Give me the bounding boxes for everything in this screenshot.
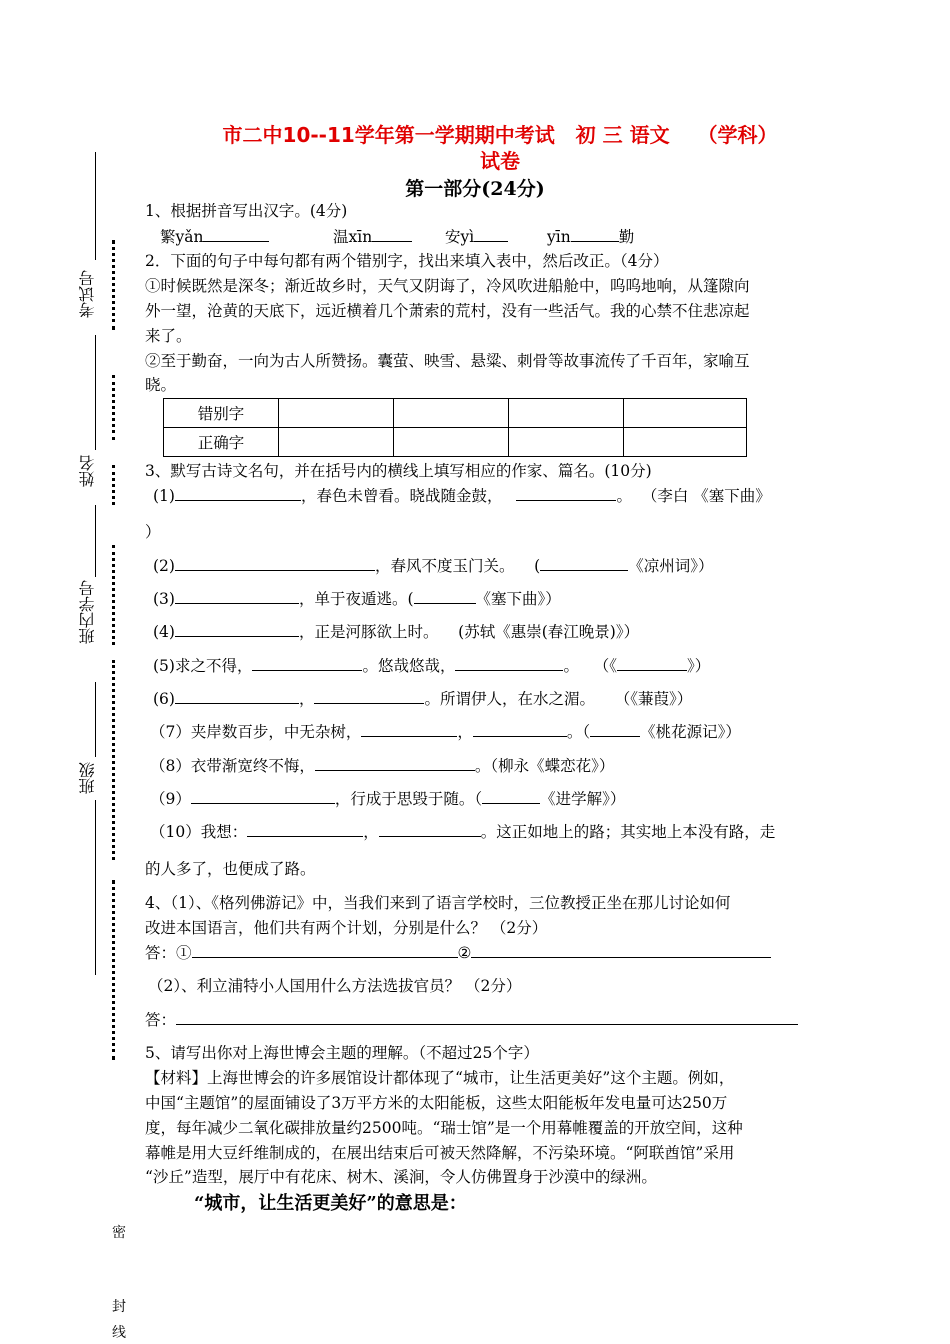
binding-dots xyxy=(112,660,119,860)
table-cell[interactable] xyxy=(624,399,747,428)
q3-l3-num: (3) xyxy=(153,590,175,608)
table-cell[interactable] xyxy=(509,428,624,457)
title-line-1: 市二中10--11学年第一学期期中考试 初 三 语文 （学科） xyxy=(222,123,778,147)
q1-item-4-tail: 勤 xyxy=(618,228,635,246)
q3-l2-text: ，春风不度玉门关。 ( xyxy=(374,557,541,575)
q3-blank[interactable] xyxy=(175,486,301,501)
seal-xian: 线 xyxy=(112,1325,126,1341)
q3-l10-text2: 。这正如地上的路；其实地上本没有路，走 xyxy=(480,823,776,841)
q5-material-line4: 幕帷是用大豆纤维制成的，在展出结束后可被天然降解，不污染环境。“阿联酋馆”采用 xyxy=(145,1144,735,1162)
q3-l4-num: (4) xyxy=(153,623,175,641)
q3-l6-comma: ， xyxy=(298,690,315,708)
q3-line-6 xyxy=(153,688,692,710)
q3-blank[interactable] xyxy=(175,689,299,704)
q3-line-9 xyxy=(150,788,625,810)
q1-blank-1[interactable] xyxy=(203,227,269,242)
binding-line xyxy=(95,505,96,577)
q1-item-2-text: 温xīn xyxy=(333,228,373,246)
q3-blank[interactable] xyxy=(252,656,362,671)
q1-blank-2[interactable] xyxy=(372,227,412,242)
q3-l1-num: (1) xyxy=(153,487,175,505)
class-number-label: 班内学号 xyxy=(78,580,97,644)
q4-answer-sub2-label: 答： xyxy=(145,1011,177,1029)
q4-answer-2-field[interactable] xyxy=(471,943,771,958)
q3-l5-text2: 。悠哉悠哉， xyxy=(362,657,456,675)
q3-l1-text: ，春色未曾看。晓战随金鼓， xyxy=(300,487,503,505)
q3-blank[interactable] xyxy=(175,556,375,571)
q4-answer-1 xyxy=(145,942,771,964)
q1-blank-4[interactable] xyxy=(571,227,619,242)
table-row-label: 错别字 xyxy=(164,399,279,428)
title-line-2: 试卷 xyxy=(480,149,520,173)
binding-dots xyxy=(112,375,119,440)
q3-blank[interactable] xyxy=(414,589,476,604)
table-cell[interactable] xyxy=(394,428,509,457)
table-cell[interactable] xyxy=(279,428,394,457)
q4-answer-1-field[interactable] xyxy=(192,943,458,958)
binding-dots xyxy=(112,880,119,1060)
q3-l9-num: （9） xyxy=(150,790,191,808)
part-heading: 第一部分(24分) xyxy=(405,178,545,200)
exam-number-label: 考试号 xyxy=(78,270,97,318)
q3-l6-text: 。所谓伊人，在水之湄。 （《蒹葭》） xyxy=(424,690,693,708)
q5-material-line2: 中国“主题馆”的屋面铺设了3万平方米的太阳能板，这些太阳能板年发电量可达250万 xyxy=(145,1094,728,1112)
binding-dots xyxy=(112,240,119,330)
q1-item-3 xyxy=(445,226,508,248)
q1-item-4 xyxy=(547,226,634,248)
q3-l7-source: 《桃花源记》） xyxy=(640,723,741,741)
seal-mi: 密 xyxy=(112,1225,126,1241)
q2-p2-line1: ②至于勤奋，一向为古人所赞扬。囊萤、映雪、悬粱、刺骨等故事流传了千百年，家喻互 xyxy=(145,352,750,370)
q3-l3-source: 《塞下曲》） xyxy=(475,590,561,608)
q1-stem: 1、根据拼音写出汉字。(4分) xyxy=(145,202,348,220)
binding-line xyxy=(95,682,96,757)
table-cell[interactable] xyxy=(279,399,394,428)
q3-l4-text: ，正是河豚欲上时。 (苏轼《惠崇(春江晚景)》） xyxy=(298,623,640,641)
binding-dots xyxy=(112,465,119,505)
q4-answer-sub2 xyxy=(145,1009,798,1031)
table-row-label: 正确字 xyxy=(164,428,279,457)
q3-l5-text3: 。 （《 xyxy=(563,657,618,675)
q3-l1-source: 。 （李白 《塞下曲》 xyxy=(616,487,771,505)
q5-stem: 5、请写出你对上海世博会主题的理解。（不超过25个字） xyxy=(145,1044,539,1062)
q3-blank[interactable] xyxy=(175,622,299,637)
q3-line-7 xyxy=(150,721,741,743)
q5-material-line5: “沙丘”造型，展厅中有花床、树木、溪涧，令人仿佛置身于沙漠中的绿洲。 xyxy=(145,1168,657,1186)
q3-l5-text: (5)求之不得， xyxy=(153,657,253,675)
q3-l10-text: （10）我想： xyxy=(150,823,248,841)
q3-blank[interactable] xyxy=(540,556,628,571)
q3-l6-num: (6) xyxy=(153,690,175,708)
q3-l2-num: (2) xyxy=(153,557,175,575)
q4-stem-line2: 改进本国语言，他们共有两个计划，分别是什么？ （2分） xyxy=(145,919,548,937)
q4-answer-2-label: ② xyxy=(457,944,472,962)
q3-blank[interactable] xyxy=(482,789,540,804)
q3-l7-text2: 。（ xyxy=(566,723,591,741)
q3-blank[interactable] xyxy=(379,822,481,837)
q3-l7-comma: ， xyxy=(457,723,473,741)
q3-line-2 xyxy=(153,555,714,577)
q2-p1-line2: 外一望，沧黄的天底下，远近横着几个萧索的荒村，没有一些活气。我的心禁不住悲凉起 xyxy=(145,302,750,320)
q3-line-1 xyxy=(153,485,771,507)
q3-blank[interactable] xyxy=(191,789,335,804)
q3-l3-text: ，单于夜遁逃。( xyxy=(298,590,414,608)
q3-line-10-cont: 的人多了，也便成了路。 xyxy=(145,860,316,878)
binding-line xyxy=(95,152,96,260)
q3-l7-text: （7）夹岸数百步，中无杂树， xyxy=(150,723,362,741)
q3-blank[interactable] xyxy=(590,722,640,737)
q3-line-1-close: ） xyxy=(145,523,161,541)
q5-material-line1: 【材料】上海世博会的许多展馆设计都体现了“城市，让生活更美好”这个主题。例如， xyxy=(145,1069,735,1087)
table-cell[interactable] xyxy=(509,399,624,428)
q3-line-5 xyxy=(153,655,710,677)
q2-answer-table xyxy=(163,398,747,457)
q3-line-4 xyxy=(153,621,639,643)
q3-blank[interactable] xyxy=(247,822,363,837)
q3-line-10 xyxy=(150,821,775,843)
q3-blank[interactable] xyxy=(361,722,457,737)
q3-l8-text: （8）衣带渐宽终不悔， xyxy=(150,757,315,775)
q3-l2-source: 《凉州词》） xyxy=(628,557,714,575)
q3-stem: 3、默写古诗文名句，并在括号内的横线上填写相应的作家、篇名。(10分) xyxy=(145,462,652,480)
name-label: 姓名 xyxy=(78,455,97,487)
q3-l9-source: 《进学解》） xyxy=(540,790,626,808)
table-cell[interactable] xyxy=(394,399,509,428)
q3-l10-comma: ， xyxy=(363,823,379,841)
q4-sub2: （2）、利立浦特小人国用什么方法选拔官员？ （2分） xyxy=(148,977,522,995)
q2-p2-line2: 晓。 xyxy=(145,376,177,394)
q4-answer-1-label: 答：① xyxy=(145,944,192,962)
q3-blank[interactable] xyxy=(455,656,563,671)
q5-question: “城市，让生活更美好”的意思是： xyxy=(194,1193,467,1214)
q3-l9-text: ，行成于思毁于随。（ xyxy=(334,790,483,808)
q4-answer-sub2-field[interactable] xyxy=(176,1010,798,1025)
q3-blank[interactable] xyxy=(314,689,424,704)
q1-item-4-text: yīn xyxy=(547,228,571,246)
q1-item-1-text: 繁yǎn xyxy=(160,228,204,246)
table-row xyxy=(164,399,747,428)
q3-line-8 xyxy=(150,755,614,777)
q5-material-line3: 度，每年减少二氧化碳排放量约2500吨。“瑞士馆”是一个用幕帷覆盖的开放空间，这种 xyxy=(145,1119,743,1137)
binding-line xyxy=(95,335,96,450)
binding-line xyxy=(95,800,96,975)
q2-p1-line3: 来了。 xyxy=(145,327,192,345)
q3-blank[interactable] xyxy=(175,589,299,604)
q2-p1-line1: ①时候既然是深冬；渐近故乡时，天气又阴诲了，冷风吹进船舱中，呜呜地响，从篷隙向 xyxy=(145,277,750,295)
q4-stem-line1: 4、（1）、《格列佛游记》中，当我们来到了语言学校时，三位教授正坐在那儿讨论如何 xyxy=(145,894,731,912)
q3-blank[interactable] xyxy=(617,656,687,671)
q1-item-2 xyxy=(333,226,412,248)
q3-blank[interactable] xyxy=(315,756,475,771)
q3-blank[interactable] xyxy=(473,722,567,737)
exam-title xyxy=(180,122,820,174)
q1-blank-3[interactable] xyxy=(474,227,508,242)
q2-stem: 2．下面的句子中每句都有两个错别字，找出来填入表中，然后改正。（4分） xyxy=(145,252,669,270)
class-label: 班级 xyxy=(78,762,97,794)
q3-l8-source: 。（柳永《蝶恋花》） xyxy=(474,757,615,775)
q1-item-1 xyxy=(160,226,269,248)
table-cell[interactable] xyxy=(624,428,747,457)
q1-item-3-text: 安yì xyxy=(445,228,475,246)
q3-line-3 xyxy=(153,588,561,610)
seal-feng: 封 xyxy=(112,1299,126,1315)
q3-l5-text4: 》） xyxy=(687,657,711,675)
q3-blank[interactable] xyxy=(516,486,616,501)
table-row xyxy=(164,428,747,457)
binding-dots xyxy=(112,545,119,645)
